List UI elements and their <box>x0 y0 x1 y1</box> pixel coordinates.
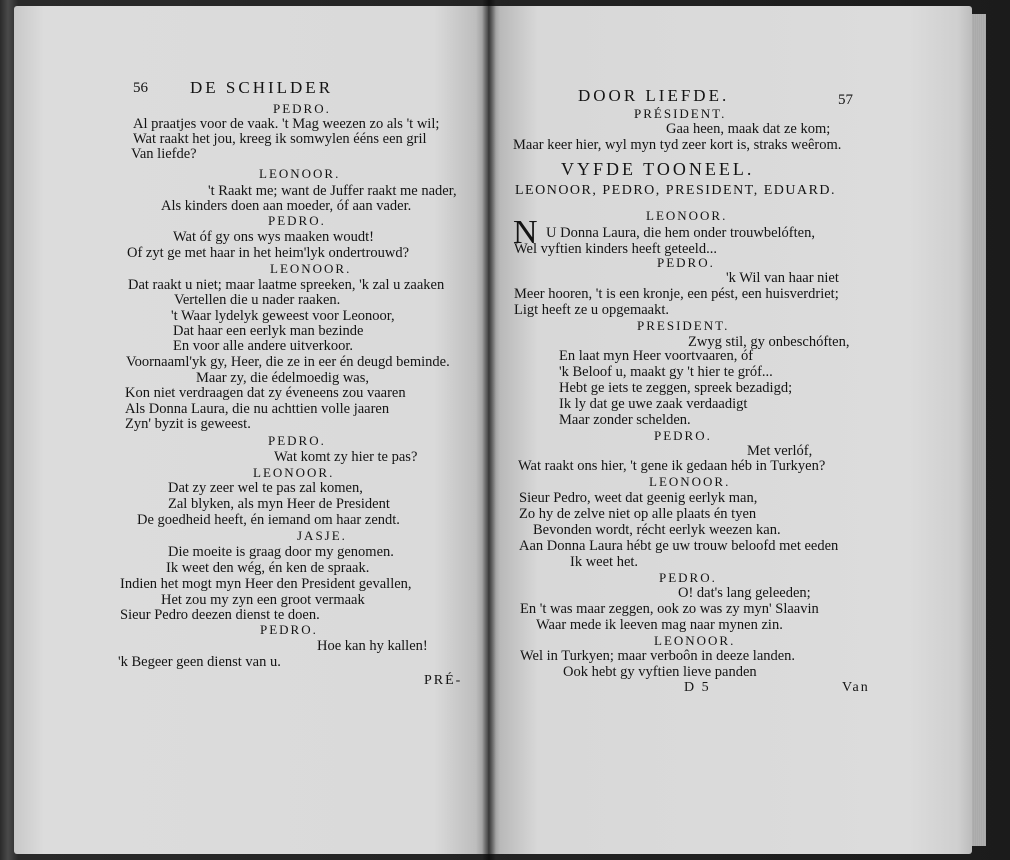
verse-line: Zyn' byzit is geweest. <box>125 416 251 432</box>
verse-line: Zwyg stil, gy onbeschóften, <box>688 334 850 350</box>
speaker: PEDRO. <box>657 255 715 270</box>
verse-line: 'k Begeer geen dienst van u. <box>118 654 281 670</box>
verse-line: Aan Donna Laura hébt ge uw trouw beloofd met eeden <box>519 538 839 554</box>
verse-line: Kon niet verdraagen dat zy éveneens zou vaaren <box>125 385 406 401</box>
verse-line: Het zou my zyn een groot vermaak <box>161 592 365 608</box>
verse-line: Vertellen die u nader raaken. <box>174 292 341 308</box>
verse-line: Maar zy, die édelmoedig was, <box>196 370 369 386</box>
speaker: PEDRO. <box>654 428 712 443</box>
verse-line: Ligt heeft ze u opgemaakt. <box>514 302 670 318</box>
verse-line: De goedheid heeft, én iemand om haar zendt. <box>137 512 400 528</box>
verse-line: Meer hooren, 't is een kronje, een pést, een huisverdriet; <box>514 286 839 302</box>
verse-line: Ik ly dat ge uwe zaak verdaadigt <box>559 396 748 412</box>
cast-list: LEONOOR, PEDRO, PRESIDENT, EDUARD. <box>515 183 837 198</box>
verse-line: Indien het mogt myn Heer den President gevallen, <box>120 576 412 592</box>
speaker: PEDRO. <box>273 101 331 116</box>
running-head-left: DE SCHILDER <box>190 78 334 97</box>
verse-line: Ik weet het. <box>570 554 639 570</box>
verse-line: En voor alle andere uitverkoor. <box>173 338 353 354</box>
speaker: PEDRO. <box>268 433 326 448</box>
verse-line: Wat raakt het jou, kreeg ik somwylen ééns een gril <box>133 131 427 147</box>
verse-line: En laat myn Heer voortvaaren, óf <box>559 348 754 364</box>
verse-line: Die moeite is graag door my genomen. <box>168 544 394 560</box>
verse-line: O! dat's lang geleeden; <box>678 585 811 601</box>
verse-line: U Donna Laura, die hem onder trouwbelóften, <box>546 225 815 241</box>
catchword-left: PRÉ- <box>424 673 463 688</box>
drop-capital: N <box>513 214 538 251</box>
verse-line: Wat raakt ons hier, 't gene ik gedaan héb in Turkyen? <box>518 458 826 474</box>
verse-line: Bevonden wordt, récht eerlyk weezen kan. <box>533 522 781 538</box>
verse-line: Dat haar een eerlyk man bezinde <box>173 323 364 339</box>
speaker: PRESIDENT. <box>637 318 730 333</box>
verse-line: En 't was maar zeggen, ook zo was zy myn' Slaavin <box>520 601 819 617</box>
book-gutter <box>482 0 496 860</box>
signature-mark: D 5 <box>684 680 711 695</box>
catchword-right: Van <box>842 680 870 695</box>
verse-line: Wel in Turkyen; maar verboôn in deeze landen. <box>520 648 796 664</box>
speaker: PEDRO. <box>260 622 318 637</box>
verse-line: Gaa heen, maak dat ze kom; <box>666 121 831 137</box>
verse-line: Wat óf gy ons wys maaken woudt! <box>173 229 374 245</box>
verse-line: 'k Beloof u, maakt gy 't hier te gróf... <box>559 364 773 380</box>
verse-line: Maar keer hier, wyl myn tyd zeer kort is, straks weêrom. <box>513 137 842 153</box>
verse-line: 't Waar lydelyk geweest voor Leonoor, <box>171 308 395 324</box>
verse-line: Wat komt zy hier te pas? <box>274 449 418 465</box>
speaker: LEONOOR. <box>649 474 731 489</box>
verse-line: Maar zonder schelden. <box>559 412 691 428</box>
verse-line: Zal blyken, als myn Heer de President <box>168 496 390 512</box>
speaker: PEDRO. <box>659 570 717 585</box>
verse-line: Al praatjes voor de vaak. 't Mag weezen zo als 't wil; <box>133 116 440 132</box>
verse-line: Dat zy zeer wel te pas zal komen, <box>168 480 363 496</box>
verse-line: Dat raakt u niet; maar laatme spreeken, 'k zal u zaaken <box>128 277 445 293</box>
running-head-right: DOOR LIEFDE. <box>578 86 730 105</box>
speaker: LEONOOR. <box>270 261 352 276</box>
speaker: LEONOOR. <box>646 208 728 223</box>
verse-line: Ook hebt gy vyftien lieve panden <box>563 664 757 680</box>
speaker: JASJE. <box>297 528 347 543</box>
page-edges <box>972 14 986 846</box>
page-number-right: 57 <box>838 92 853 108</box>
verse-line: Hebt ge iets te zeggen, spreek bezadigd; <box>559 380 793 396</box>
verse-line: Sieur Pedro deezen dienst te doen. <box>120 607 320 623</box>
verse-line: Als kinders doen aan moeder, óf aan vader. <box>161 198 412 214</box>
verse-line: Waar mede ik leeven mag naar mynen zin. <box>536 617 783 633</box>
page-number-left: 56 <box>133 80 148 96</box>
verse-line: Met verlóf, <box>747 443 813 459</box>
verse-line: 't Raakt me; want de Juffer raakt me nader, <box>208 183 457 199</box>
verse-line: Voornaaml'yk gy, Heer, die ze in eer én deugd beminde. <box>126 354 450 370</box>
verse-line: Sieur Pedro, weet dat geenig eerlyk man, <box>519 490 758 506</box>
verse-line: Als Donna Laura, die nu achttien volle jaaren <box>125 401 390 417</box>
scene-heading: VYFDE TOONEEL. <box>561 159 755 179</box>
verse-line: Zo hy de zelve niet op alle plaats én tyen <box>519 506 757 522</box>
speaker: PRÉSIDENT. <box>634 106 727 121</box>
verse-line: 'k Wil van haar niet <box>726 270 839 286</box>
verse-line: Of zyt ge met haar in het heim'lyk ondertrouwd? <box>127 245 410 261</box>
verse-line: Hoe kan hy kallen! <box>317 638 428 654</box>
speaker: PEDRO. <box>268 213 326 228</box>
verse-line: Ik weet den wég, én ken de spraak. <box>166 560 370 576</box>
verse-line: Wel vyftien kinders heeft geteeld... <box>514 241 717 257</box>
speaker: LEONOOR. <box>654 633 736 648</box>
verse-line: Van liefde? <box>131 146 197 162</box>
speaker: LEONOOR. <box>253 465 335 480</box>
speaker: LEONOOR. <box>259 166 341 181</box>
